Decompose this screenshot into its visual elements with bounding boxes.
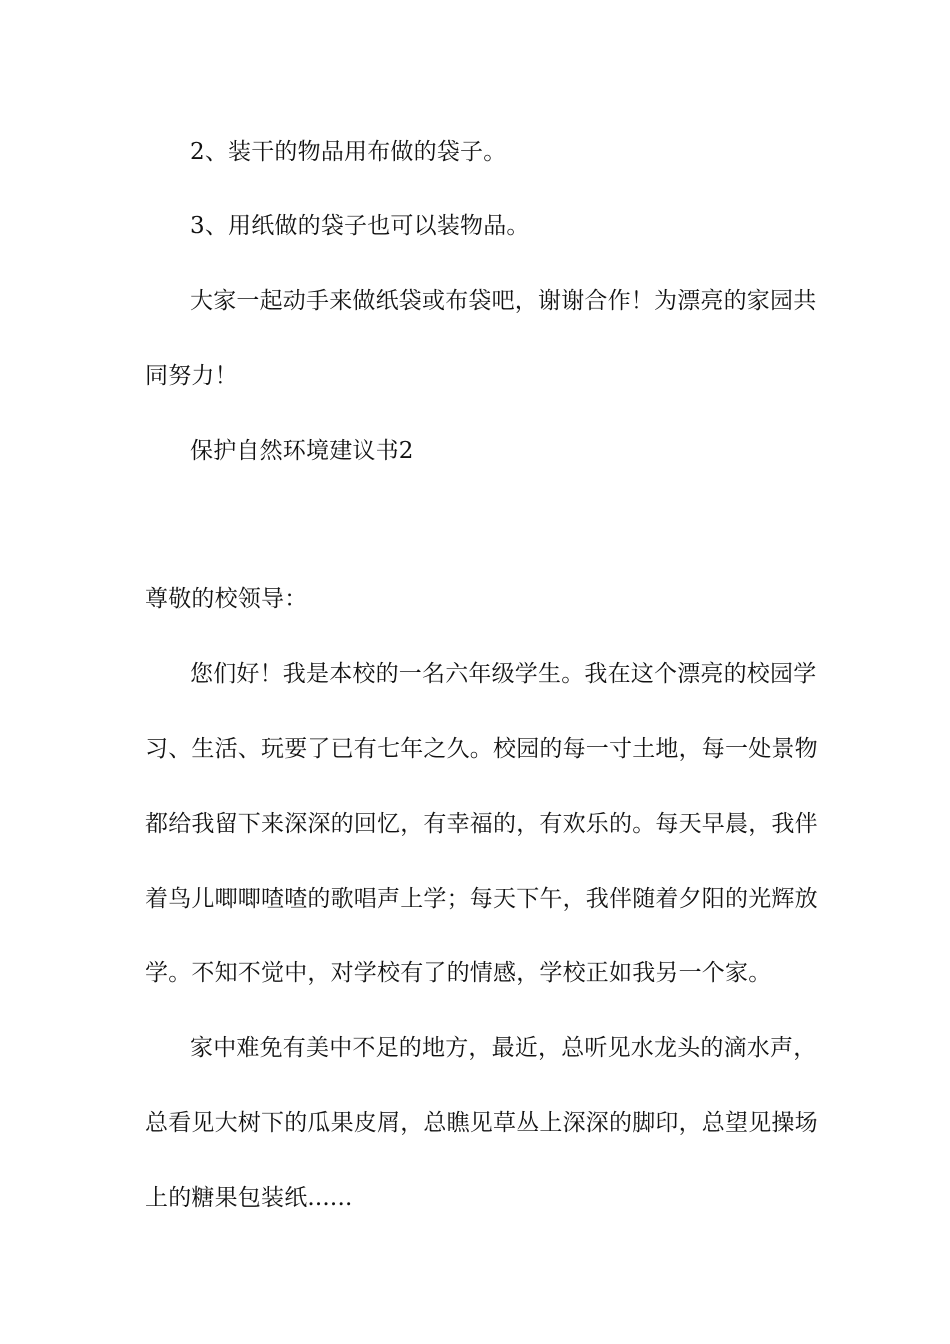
paragraph-line: 上的糖果包装纸...... [145, 1185, 353, 1211]
list-item-3: 3、用纸做的袋子也可以装物品。 [190, 213, 530, 239]
paragraph-line: 总看见大树下的瓜果皮屑，总瞧见草丛上深深的脚印，总望见操场 [145, 1110, 818, 1136]
paragraph-line: 着鸟儿唧唧喳喳的歌唱声上学；每天下午，我伴随着夕阳的光辉放 [145, 886, 818, 912]
paragraph-line: 同努力！ [145, 363, 238, 389]
paragraph-line: 都给我留下来深深的回忆，有幸福的，有欢乐的。每天早晨，我伴 [145, 811, 818, 837]
paragraph-line: 习、生活、玩要了已有七年之久。校园的每一寸土地，每一处景物 [145, 736, 818, 762]
paragraph-line: 大家一起动手来做纸袋或布袋吧，谢谢合作！为漂亮的家园共 [190, 288, 817, 314]
salutation: 尊敬的校领导： [145, 586, 308, 612]
list-item-2: 2、装干的物品用布做的袋子。 [190, 139, 507, 165]
paragraph-line: 家中难免有美中不足的地方，最近，总听见水龙头的滴水声， [190, 1035, 817, 1061]
section-title: 保护自然环境建议书2 [190, 438, 414, 464]
paragraph-line: 您们好！我是本校的一名六年级学生。我在这个漂亮的校园学 [190, 661, 817, 687]
paragraph-line: 学。不知不觉中，对学校有了的情感，学校正如我另一个家。 [145, 960, 772, 986]
